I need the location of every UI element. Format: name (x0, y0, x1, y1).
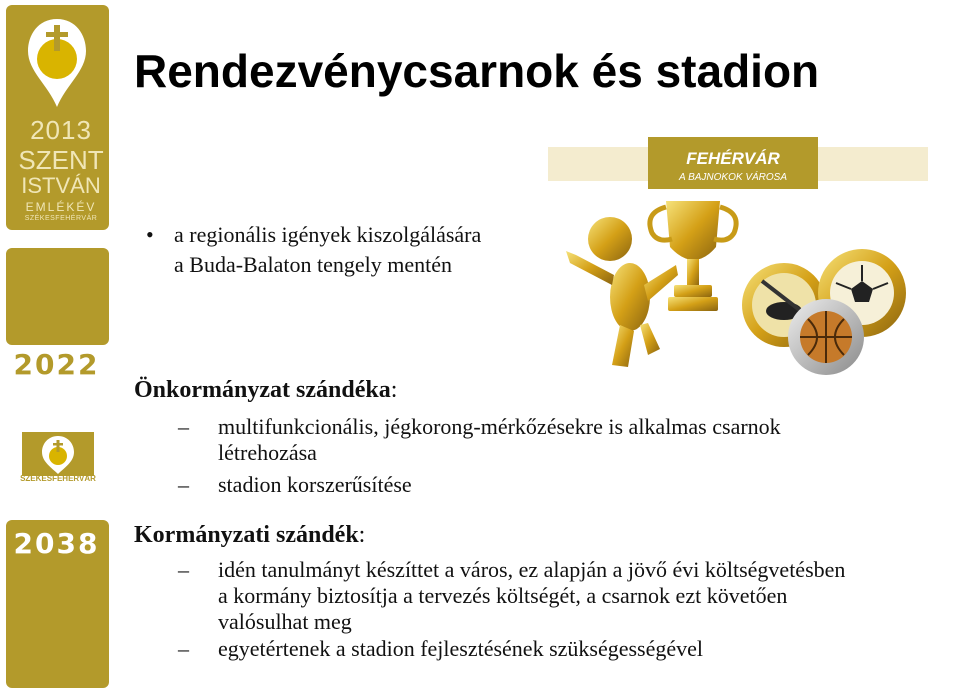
government-heading-colon: : (358, 522, 366, 548)
cross-emblem-icon (26, 15, 88, 111)
city-logo-label: SZÉKESFEHÉRVÁR (20, 474, 96, 483)
dash-icon: – (178, 636, 189, 661)
list-line: a kormány biztosítja a tervezés költségét, a csarnok ezt követően (218, 583, 788, 608)
government-heading (134, 522, 365, 549)
basketball-medal-icon (788, 299, 864, 375)
banner-title: FEHÉRVÁR (686, 149, 780, 168)
municipal-heading-colon: : (390, 377, 398, 403)
year-end: 2038 (13, 527, 100, 560)
logo-city: SZÉKESFEHÉRVÁR (24, 215, 98, 222)
list-item-text (218, 414, 781, 466)
bullet-icon: • (146, 222, 154, 247)
intro-line-1: a regionális igények kiszolgálására (174, 222, 482, 247)
city-emblem-icon (22, 432, 94, 476)
decor-panel (6, 248, 109, 345)
city-logo (22, 432, 94, 494)
dash-icon: – (178, 414, 189, 439)
sports-trophy-illustration (548, 135, 928, 375)
logo-szent: SZENT (18, 145, 104, 175)
logo-istvan: ISTVÁN (21, 173, 101, 198)
list-item-text (218, 472, 412, 498)
intro-line-2: a Buda-Balaton tengely mentén (174, 252, 452, 277)
emblem-panel (6, 5, 109, 230)
list-item-text (218, 557, 845, 635)
trophy-icon (650, 201, 736, 311)
list-line: idén tanulmányt készíttet a város, ez alapján a jövő évi költségvetésben (218, 557, 846, 582)
page-title: Rendezvénycsarnok és stadion (134, 45, 820, 97)
list-line: stadion korszerűsítése (218, 472, 412, 497)
government-heading-label: Kormányzati szándék (134, 522, 359, 548)
logo-emlekev: EMLÉKÉV (25, 200, 97, 214)
list-line: létrehozása (218, 440, 317, 465)
list-item-text (218, 636, 703, 662)
intro-bullet-text (174, 220, 481, 280)
sidebar (0, 0, 113, 691)
dash-icon: – (178, 472, 189, 497)
list-line: valósulhat meg (218, 609, 352, 634)
banner-subtitle: A BAJNOKOK VÁROSA (679, 172, 787, 183)
municipal-heading (134, 377, 397, 404)
year-start: 2022 (13, 348, 100, 381)
dash-icon: – (178, 557, 189, 582)
list-line: egyetértenek a stadion fejlesztésének szükségességével (218, 636, 704, 661)
logo-year: 2013 (30, 115, 92, 145)
list-line: multifunkcionális, jégkorong-mérkőzésekre is alkalmas csarnok (218, 414, 781, 439)
municipal-heading-label: Önkormányzat szándéka (134, 377, 391, 403)
